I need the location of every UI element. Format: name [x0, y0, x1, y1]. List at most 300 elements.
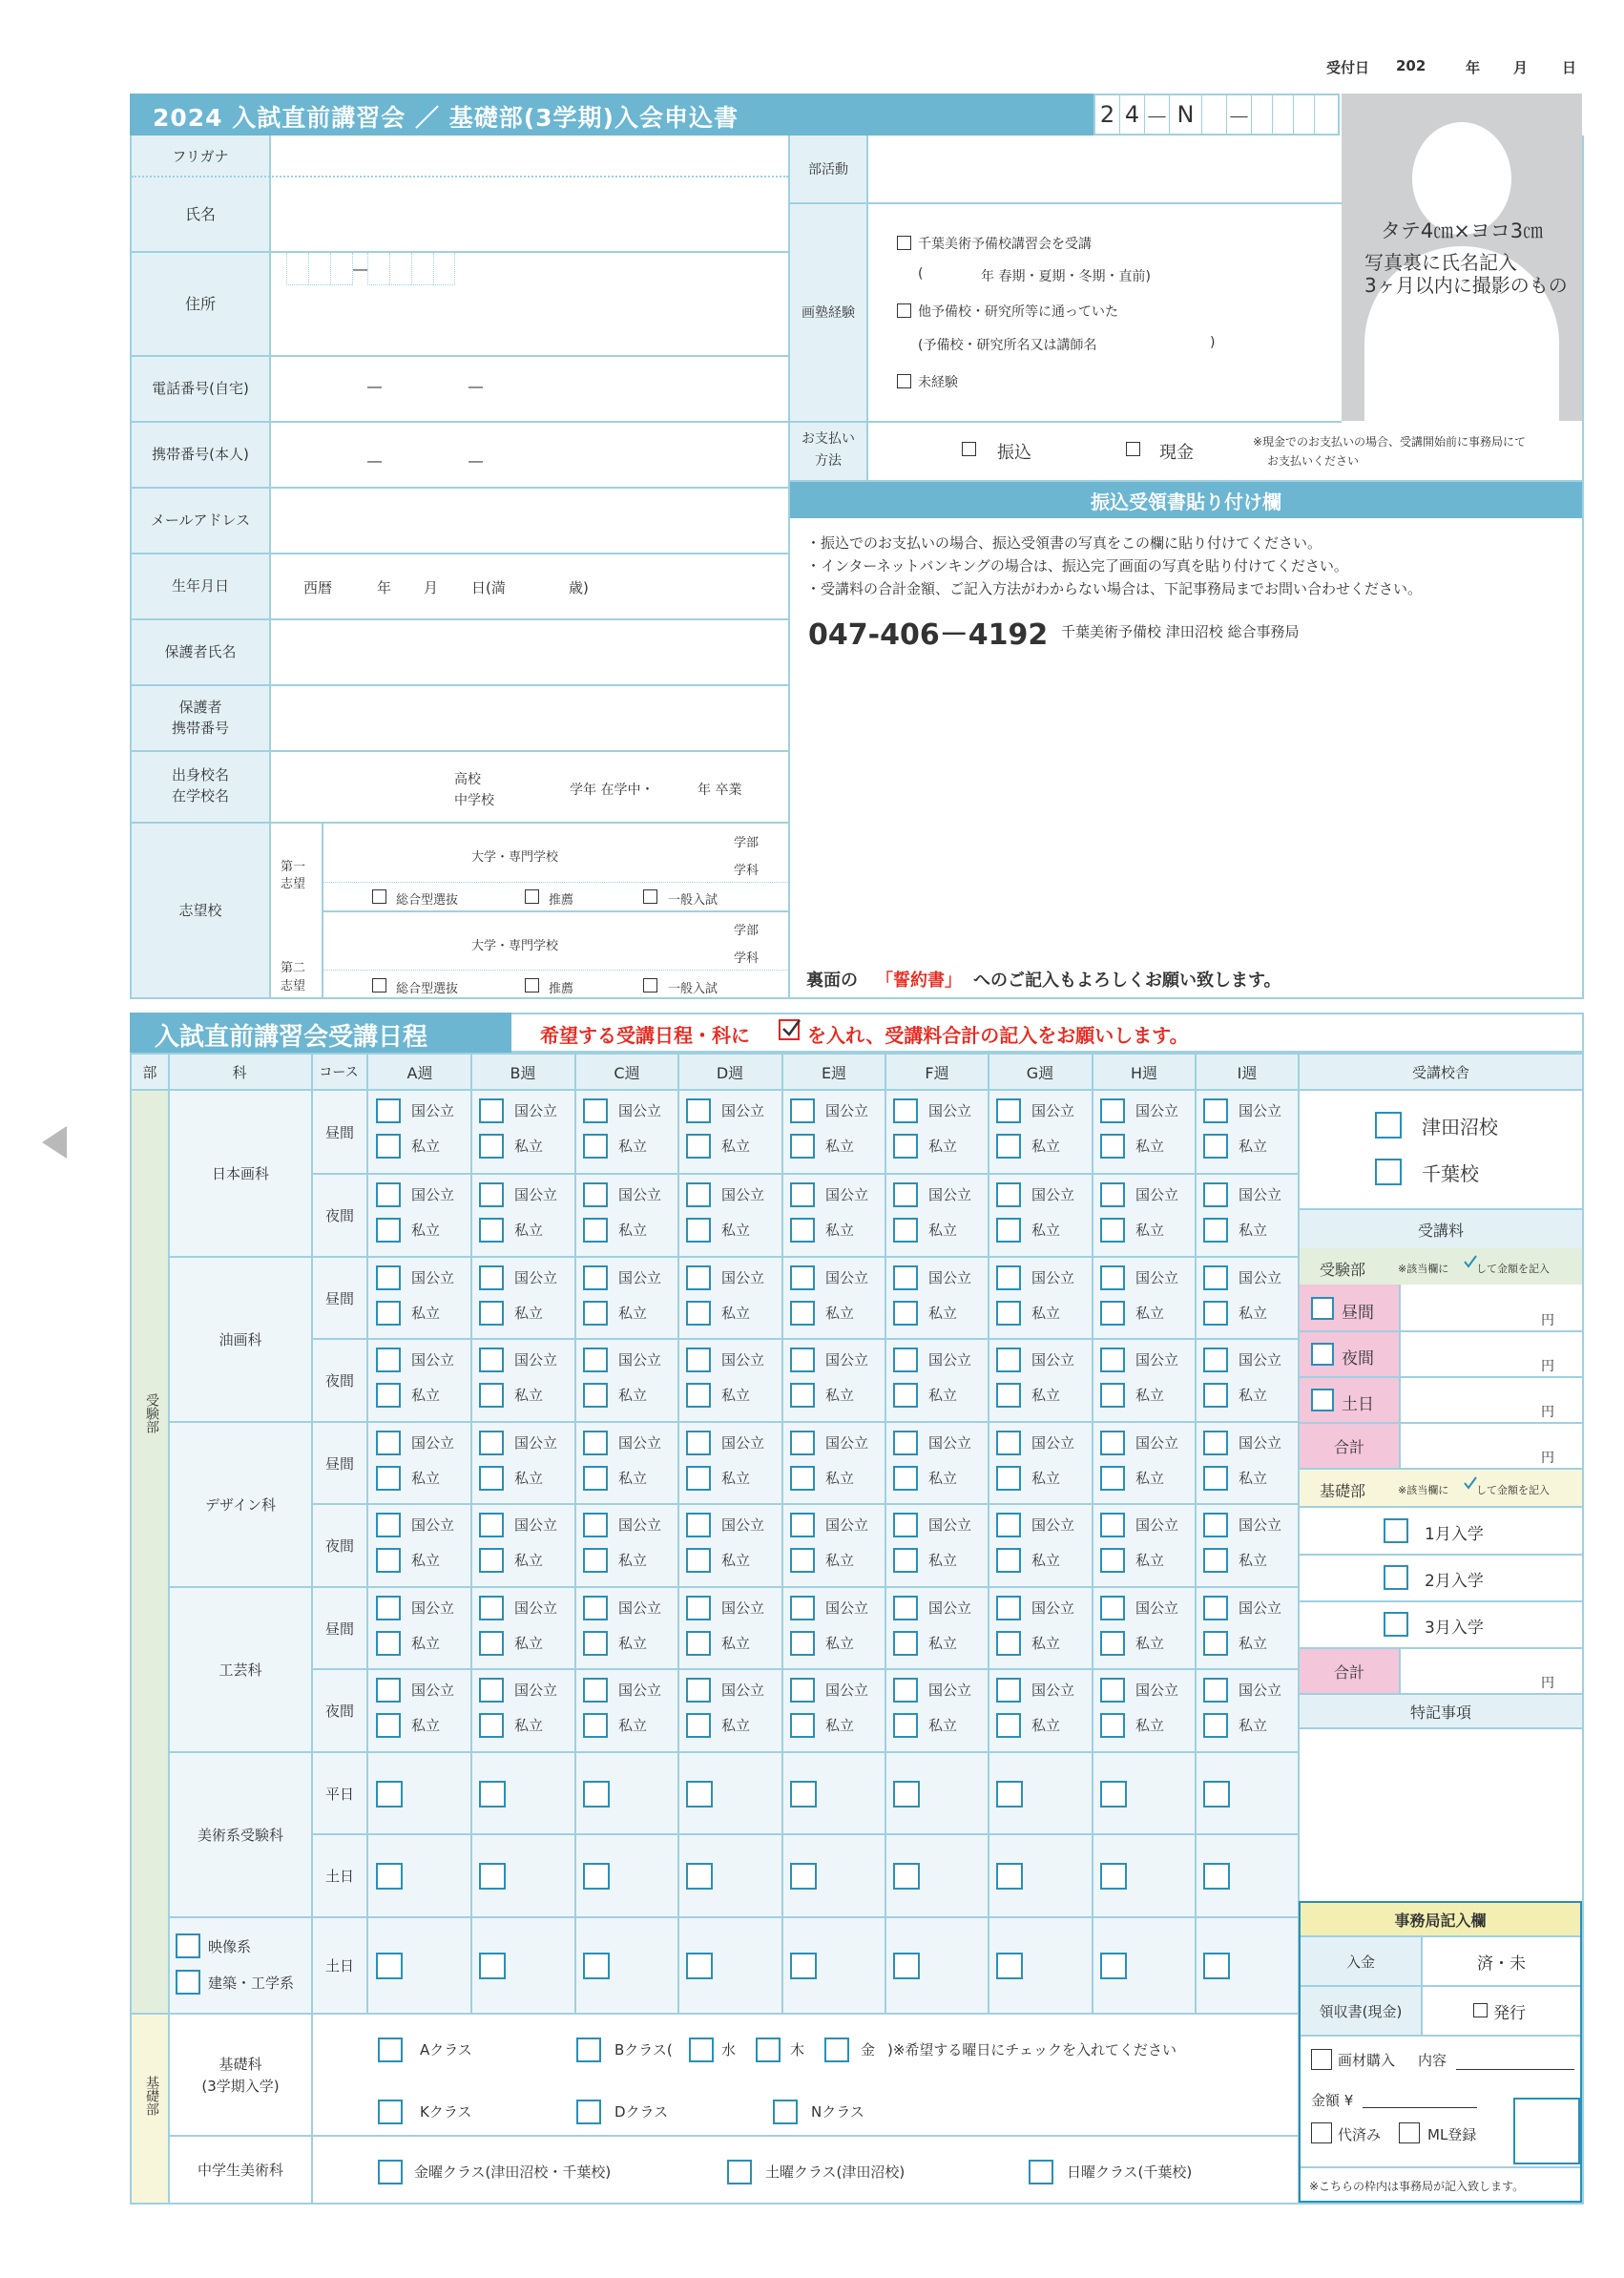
architecture-checkbox[interactable] — [176, 1970, 200, 1995]
public-checkbox[interactable] — [790, 1513, 815, 1537]
check-mark-icon — [1463, 1475, 1476, 1489]
private-checkbox[interactable] — [790, 1631, 815, 1656]
public-label: 国公立 — [1031, 1599, 1075, 1617]
postal-dash: ― — [352, 253, 367, 285]
public-checkbox[interactable] — [1203, 1182, 1228, 1207]
week-header: B週 — [510, 1063, 536, 1082]
private-checkbox[interactable] — [996, 1466, 1021, 1491]
fee-jan-checkbox[interactable] — [1384, 1518, 1408, 1543]
session-checkbox[interactable] — [686, 1953, 713, 1979]
private-checkbox[interactable] — [583, 1631, 608, 1656]
public-checkbox[interactable] — [583, 1431, 608, 1455]
public-label: 国公立 — [514, 1269, 558, 1286]
public-checkbox[interactable] — [996, 1098, 1021, 1123]
private-checkbox[interactable] — [790, 1713, 815, 1738]
public-checkbox[interactable] — [583, 1098, 608, 1123]
kiso-thu-label: 木 — [790, 2041, 805, 2059]
private-checkbox[interactable] — [583, 1713, 608, 1738]
public-label: 国公立 — [1135, 1269, 1179, 1286]
private-checkbox[interactable] — [686, 1713, 711, 1738]
private-checkbox[interactable] — [479, 1548, 504, 1573]
private-checkbox[interactable] — [686, 1383, 711, 1408]
session-checkbox[interactable] — [583, 1863, 610, 1890]
private-checkbox[interactable] — [583, 1301, 608, 1326]
fee-mar-checkbox[interactable] — [1384, 1612, 1408, 1637]
remarks-input[interactable] — [1300, 1729, 1582, 1901]
public-checkbox[interactable] — [376, 1513, 401, 1537]
public-checkbox[interactable] — [996, 1182, 1021, 1207]
office-content-label: 内容 — [1418, 2052, 1447, 2069]
session-label: 昼間 — [324, 1123, 354, 1141]
private-label: 私立 — [721, 1552, 751, 1569]
birth-era: 西暦 — [303, 579, 333, 596]
session-checkbox[interactable] — [996, 1863, 1023, 1890]
private-label: 私立 — [928, 1305, 958, 1322]
label-club: 部活動 — [808, 162, 848, 178]
session-checkbox[interactable] — [583, 1781, 610, 1808]
kiso-wed-checkbox[interactable] — [689, 2038, 714, 2062]
app-number-blank[interactable] — [1294, 95, 1315, 134]
kiso-a-label: Aクラス — [420, 2041, 472, 2059]
office-receipt-value: 発行 — [1493, 2004, 1526, 2023]
kiso-thu-checkbox[interactable] — [756, 2038, 781, 2062]
private-checkbox[interactable] — [1203, 1713, 1228, 1738]
public-label: 国公立 — [1239, 1516, 1282, 1534]
public-checkbox[interactable] — [686, 1098, 711, 1123]
public-checkbox[interactable] — [1203, 1513, 1228, 1537]
label-furigana: フリガナ — [172, 147, 229, 165]
check-mark-icon — [779, 1019, 800, 1040]
fee-weekend-checkbox[interactable] — [1311, 1389, 1334, 1411]
school-grade: 学年 在学中・ — [570, 783, 655, 798]
public-checkbox[interactable] — [1100, 1513, 1125, 1537]
private-label: 私立 — [618, 1222, 648, 1239]
private-checkbox[interactable] — [996, 1301, 1021, 1326]
fee-weekend-yen: 円 — [1541, 1405, 1554, 1420]
private-checkbox[interactable] — [686, 1631, 711, 1656]
fee-juken-note: して金額を記入 — [1476, 1263, 1550, 1275]
public-checkbox[interactable] — [1100, 1678, 1125, 1703]
app-number-letter: N — [1170, 95, 1202, 134]
private-checkbox[interactable] — [1100, 1134, 1125, 1159]
private-label: 私立 — [1135, 1387, 1165, 1404]
session-checkbox[interactable] — [686, 1781, 713, 1808]
private-label: 私立 — [1031, 1717, 1061, 1734]
fee-day-checkbox[interactable] — [1311, 1297, 1334, 1320]
aspiration2-dept: 学科 — [734, 951, 760, 966]
private-checkbox[interactable] — [790, 1134, 815, 1159]
art-school-other-sub: (予備校・研究所名又は講師名 — [918, 338, 1097, 353]
private-checkbox[interactable] — [893, 1218, 918, 1243]
private-checkbox[interactable] — [996, 1548, 1021, 1573]
public-label: 国公立 — [721, 1599, 765, 1617]
public-checkbox[interactable] — [893, 1678, 918, 1703]
public-label: 国公立 — [1135, 1434, 1179, 1452]
campus-tsudanuma-checkbox[interactable] — [1375, 1112, 1402, 1139]
private-checkbox[interactable] — [686, 1218, 711, 1243]
public-label: 国公立 — [1135, 1599, 1179, 1617]
private-checkbox[interactable] — [893, 1134, 918, 1159]
kiso-b-note: )※希望する曜日にチェックを入れてください — [887, 2041, 1176, 2059]
private-checkbox[interactable] — [790, 1218, 815, 1243]
payment-transfer-checkbox[interactable] — [962, 442, 976, 456]
office-stamp-box[interactable] — [1513, 2098, 1580, 2164]
private-label: 私立 — [514, 1305, 544, 1322]
private-checkbox[interactable] — [1203, 1218, 1228, 1243]
private-checkbox[interactable] — [583, 1548, 608, 1573]
public-checkbox[interactable] — [1203, 1678, 1228, 1703]
public-checkbox[interactable] — [686, 1348, 711, 1372]
public-checkbox[interactable] — [893, 1596, 918, 1620]
public-checkbox[interactable] — [893, 1182, 918, 1207]
private-checkbox[interactable] — [996, 1383, 1021, 1408]
public-checkbox[interactable] — [376, 1596, 401, 1620]
private-checkbox[interactable] — [376, 1466, 401, 1491]
middle-sat-label: 土曜クラス(津田沼校) — [765, 2163, 906, 2181]
label-school: 出身校名 — [171, 765, 229, 784]
private-checkbox[interactable] — [686, 1134, 711, 1159]
furigana-input[interactable] — [271, 136, 788, 176]
private-checkbox[interactable] — [1100, 1548, 1125, 1573]
public-checkbox[interactable] — [893, 1431, 918, 1455]
public-checkbox[interactable] — [376, 1265, 401, 1290]
private-label: 私立 — [928, 1717, 958, 1734]
aspiration2-ao-checkbox[interactable] — [372, 978, 386, 993]
video-checkbox[interactable] — [176, 1933, 200, 1958]
session-checkbox[interactable] — [1203, 1953, 1230, 1979]
session-checkbox[interactable] — [893, 1781, 920, 1808]
public-label: 国公立 — [1031, 1351, 1075, 1369]
public-checkbox[interactable] — [1100, 1348, 1125, 1372]
public-label: 国公立 — [1135, 1682, 1179, 1699]
private-checkbox[interactable] — [479, 1466, 504, 1491]
office-paid-checkbox[interactable] — [1311, 2122, 1332, 2143]
header-bu: 部 — [142, 1063, 157, 1081]
public-checkbox[interactable] — [1100, 1596, 1125, 1620]
public-checkbox[interactable] — [1203, 1431, 1228, 1455]
private-checkbox[interactable] — [583, 1134, 608, 1159]
private-checkbox[interactable] — [893, 1631, 918, 1656]
app-number-blank[interactable] — [1273, 95, 1294, 134]
public-checkbox[interactable] — [996, 1265, 1021, 1290]
public-checkbox[interactable] — [479, 1265, 504, 1290]
school-grad: 年 卒業 — [697, 783, 742, 798]
public-checkbox[interactable] — [686, 1596, 711, 1620]
aspiration1-general-checkbox[interactable] — [643, 889, 657, 904]
session-checkbox[interactable] — [479, 1953, 506, 1979]
public-checkbox[interactable] — [583, 1182, 608, 1207]
payment-cash-checkbox[interactable] — [1126, 442, 1140, 456]
app-number-digit: 4 — [1120, 95, 1145, 134]
aspiration1-univ: 大学・専門学校 — [471, 850, 559, 865]
office-content-input[interactable] — [1456, 2069, 1574, 2070]
private-checkbox[interactable] — [686, 1548, 711, 1573]
public-checkbox[interactable] — [376, 1348, 401, 1372]
session-checkbox[interactable] — [790, 1953, 817, 1979]
session-checkbox[interactable] — [479, 1781, 506, 1808]
session-checkbox[interactable] — [790, 1781, 817, 1808]
session-checkbox[interactable] — [893, 1863, 920, 1890]
kiso-n-checkbox[interactable] — [773, 2100, 798, 2124]
session-checkbox[interactable] — [790, 1863, 817, 1890]
private-checkbox[interactable] — [1203, 1134, 1228, 1159]
app-number-blank[interactable] — [1252, 95, 1273, 134]
private-checkbox[interactable] — [1203, 1548, 1228, 1573]
public-checkbox[interactable] — [996, 1513, 1021, 1537]
office-payment-label: 入金 — [1345, 1953, 1375, 1971]
session-checkbox[interactable] — [376, 1781, 403, 1808]
office-header: 事務局記入欄 — [1394, 1911, 1487, 1930]
private-label: 私立 — [1031, 1305, 1061, 1322]
public-checkbox[interactable] — [790, 1182, 815, 1207]
private-label: 私立 — [411, 1470, 441, 1487]
aspiration1-general-label: 一般入試 — [668, 893, 718, 908]
private-checkbox[interactable] — [1203, 1301, 1228, 1326]
private-checkbox[interactable] — [1203, 1466, 1228, 1491]
campus-chiba-checkbox[interactable] — [1375, 1159, 1402, 1185]
private-checkbox[interactable] — [583, 1383, 608, 1408]
private-checkbox[interactable] — [686, 1301, 711, 1326]
private-checkbox[interactable] — [996, 1218, 1021, 1243]
private-checkbox[interactable] — [1100, 1218, 1125, 1243]
private-checkbox[interactable] — [1203, 1631, 1228, 1656]
session-checkbox[interactable] — [479, 1863, 506, 1890]
label-aspiration: 志望校 — [178, 901, 222, 919]
middle-fri-checkbox[interactable] — [378, 2160, 403, 2184]
private-checkbox[interactable] — [1100, 1466, 1125, 1491]
private-checkbox[interactable] — [790, 1548, 815, 1573]
transfer-header: 振込受領書貼り付け欄 — [1091, 490, 1281, 513]
app-number-blank[interactable] — [1315, 95, 1336, 134]
aspiration2-general-checkbox[interactable] — [643, 978, 657, 993]
private-label: 私立 — [1031, 1470, 1061, 1487]
public-checkbox[interactable] — [1203, 1098, 1228, 1123]
private-checkbox[interactable] — [479, 1134, 504, 1159]
office-amount-input[interactable] — [1363, 2107, 1477, 2108]
private-checkbox[interactable] — [893, 1466, 918, 1491]
public-checkbox[interactable] — [893, 1513, 918, 1537]
private-checkbox[interactable] — [376, 1218, 401, 1243]
private-label: 私立 — [411, 1305, 441, 1322]
middle-sun-checkbox[interactable] — [1029, 2160, 1053, 2184]
private-checkbox[interactable] — [583, 1466, 608, 1491]
public-label: 国公立 — [1031, 1269, 1075, 1286]
public-checkbox[interactable] — [376, 1098, 401, 1123]
session-checkbox[interactable] — [376, 1863, 403, 1890]
school-high: 高校 — [454, 772, 481, 787]
private-checkbox[interactable] — [996, 1713, 1021, 1738]
public-checkbox[interactable] — [686, 1431, 711, 1455]
kiso-d-checkbox[interactable] — [576, 2100, 601, 2124]
public-label: 国公立 — [514, 1351, 558, 1369]
middle-sat-checkbox[interactable] — [727, 2160, 752, 2184]
office-phone: 047-406－4192 — [808, 618, 1049, 652]
public-checkbox[interactable] — [790, 1348, 815, 1372]
public-checkbox[interactable] — [1100, 1098, 1125, 1123]
aspiration1-recommend-checkbox[interactable] — [525, 889, 539, 904]
public-checkbox[interactable] — [479, 1182, 504, 1207]
private-checkbox[interactable] — [790, 1466, 815, 1491]
public-label: 国公立 — [1239, 1186, 1282, 1203]
art-school-other-checkbox[interactable] — [897, 303, 911, 318]
session-checkbox[interactable] — [1203, 1863, 1230, 1890]
payment-cash-label: 現金 — [1159, 443, 1194, 463]
private-checkbox[interactable] — [1100, 1301, 1125, 1326]
public-label: 国公立 — [1239, 1682, 1282, 1699]
session-checkbox[interactable] — [376, 1953, 403, 1979]
session-checkbox[interactable] — [996, 1781, 1023, 1808]
private-checkbox[interactable] — [1100, 1383, 1125, 1408]
public-checkbox[interactable] — [893, 1348, 918, 1372]
session-checkbox[interactable] — [1203, 1781, 1230, 1808]
private-checkbox[interactable] — [893, 1548, 918, 1573]
private-checkbox[interactable] — [1203, 1383, 1228, 1408]
session-label: 昼間 — [324, 1454, 354, 1473]
private-checkbox[interactable] — [1100, 1631, 1125, 1656]
session-checkbox[interactable] — [1100, 1781, 1127, 1808]
public-checkbox[interactable] — [583, 1513, 608, 1537]
session-checkbox[interactable] — [1100, 1863, 1127, 1890]
session-checkbox[interactable] — [996, 1953, 1023, 1979]
art-school-none-checkbox[interactable] — [897, 374, 911, 388]
public-checkbox[interactable] — [790, 1265, 815, 1290]
private-checkbox[interactable] — [479, 1631, 504, 1656]
fee-kiso-label: 基礎部 — [1320, 1482, 1366, 1500]
private-checkbox[interactable] — [686, 1466, 711, 1491]
public-checkbox[interactable] — [1100, 1182, 1125, 1207]
fee-night-checkbox[interactable] — [1311, 1343, 1334, 1366]
fee-night-yen: 円 — [1541, 1359, 1554, 1374]
private-checkbox[interactable] — [996, 1134, 1021, 1159]
fee-feb-checkbox[interactable] — [1384, 1565, 1408, 1590]
public-checkbox[interactable] — [893, 1265, 918, 1290]
public-checkbox[interactable] — [583, 1348, 608, 1372]
public-checkbox[interactable] — [479, 1348, 504, 1372]
public-checkbox[interactable] — [893, 1098, 918, 1123]
art-school-chiba-checkbox[interactable] — [897, 236, 911, 250]
private-checkbox[interactable] — [479, 1713, 504, 1738]
public-checkbox[interactable] — [479, 1431, 504, 1455]
private-checkbox[interactable] — [376, 1134, 401, 1159]
public-checkbox[interactable] — [1203, 1596, 1228, 1620]
session-checkbox[interactable] — [893, 1953, 920, 1979]
fee-kiso-note: して金額を記入 — [1476, 1484, 1550, 1496]
private-checkbox[interactable] — [790, 1301, 815, 1326]
private-checkbox[interactable] — [790, 1383, 815, 1408]
private-label: 私立 — [411, 1717, 441, 1734]
kiso-b-checkbox[interactable] — [576, 2038, 601, 2062]
public-checkbox[interactable] — [686, 1513, 711, 1537]
private-checkbox[interactable] — [479, 1383, 504, 1408]
check-mark-icon — [1463, 1254, 1476, 1267]
private-checkbox[interactable] — [376, 1383, 401, 1408]
aspiration2-recommend-checkbox[interactable] — [525, 978, 539, 993]
private-label: 私立 — [618, 1305, 648, 1322]
private-checkbox[interactable] — [376, 1301, 401, 1326]
private-checkbox[interactable] — [893, 1383, 918, 1408]
public-checkbox[interactable] — [790, 1098, 815, 1123]
private-checkbox[interactable] — [996, 1631, 1021, 1656]
public-checkbox[interactable] — [996, 1678, 1021, 1703]
private-checkbox[interactable] — [583, 1218, 608, 1243]
public-checkbox[interactable] — [479, 1596, 504, 1620]
public-checkbox[interactable] — [686, 1182, 711, 1207]
public-label: 国公立 — [928, 1516, 972, 1534]
name-input[interactable] — [271, 178, 788, 251]
phone-home-dash: ― — [468, 378, 483, 395]
subject-kogei: 工芸科 — [219, 1661, 262, 1679]
app-number-blank[interactable] — [1202, 95, 1227, 134]
label-school: 在学校名 — [171, 786, 229, 805]
private-label: 私立 — [618, 1552, 648, 1569]
private-label: 私立 — [1135, 1222, 1165, 1239]
office-material-checkbox[interactable] — [1311, 2049, 1332, 2070]
video-label: 映像系 — [208, 1938, 252, 1955]
public-checkbox[interactable] — [790, 1431, 815, 1455]
private-checkbox[interactable] — [376, 1713, 401, 1738]
private-checkbox[interactable] — [893, 1301, 918, 1326]
public-checkbox[interactable] — [479, 1098, 504, 1123]
photo-note: 3ヶ月以内に撮影のもの — [1364, 274, 1568, 297]
school-middle: 中学校 — [454, 793, 494, 808]
private-label: 私立 — [618, 1470, 648, 1487]
public-checkbox[interactable] — [1203, 1348, 1228, 1372]
public-checkbox[interactable] — [996, 1596, 1021, 1620]
public-checkbox[interactable] — [996, 1431, 1021, 1455]
public-checkbox[interactable] — [686, 1265, 711, 1290]
public-checkbox[interactable] — [479, 1678, 504, 1703]
club-input[interactable] — [868, 136, 1342, 202]
office-receipt-checkbox[interactable] — [1473, 2003, 1488, 2017]
public-checkbox[interactable] — [1203, 1265, 1228, 1290]
kiso-k-checkbox[interactable] — [378, 2100, 403, 2124]
public-checkbox[interactable] — [479, 1513, 504, 1537]
public-checkbox[interactable] — [376, 1431, 401, 1455]
public-checkbox[interactable] — [376, 1182, 401, 1207]
session-checkbox[interactable] — [583, 1953, 610, 1979]
session-checkbox[interactable] — [686, 1863, 713, 1890]
public-checkbox[interactable] — [790, 1678, 815, 1703]
public-checkbox[interactable] — [996, 1348, 1021, 1372]
public-checkbox[interactable] — [686, 1678, 711, 1703]
triangle-left-icon — [42, 1126, 67, 1159]
kiso-a-checkbox[interactable] — [378, 2038, 403, 2062]
private-label: 私立 — [514, 1222, 544, 1239]
aspiration1-ao-checkbox[interactable] — [372, 889, 386, 904]
public-checkbox[interactable] — [376, 1678, 401, 1703]
office-ml-checkbox[interactable] — [1399, 2122, 1420, 2143]
postal-code-boxes[interactable] — [286, 253, 456, 285]
public-checkbox[interactable] — [583, 1596, 608, 1620]
private-checkbox[interactable] — [376, 1548, 401, 1573]
public-checkbox[interactable] — [583, 1678, 608, 1703]
public-checkbox[interactable] — [583, 1265, 608, 1290]
public-checkbox[interactable] — [1100, 1265, 1125, 1290]
private-checkbox[interactable] — [1100, 1713, 1125, 1738]
session-checkbox[interactable] — [1100, 1953, 1127, 1979]
public-checkbox[interactable] — [1100, 1431, 1125, 1455]
private-checkbox[interactable] — [479, 1301, 504, 1326]
private-checkbox[interactable] — [893, 1713, 918, 1738]
public-label: 国公立 — [411, 1516, 455, 1534]
private-label: 私立 — [721, 1717, 751, 1734]
private-checkbox[interactable] — [479, 1218, 504, 1243]
receipt-year-prefix: 202 — [1396, 57, 1426, 74]
kiso-fri-checkbox[interactable] — [824, 2038, 849, 2062]
private-checkbox[interactable] — [376, 1631, 401, 1656]
private-label: 私立 — [1031, 1222, 1061, 1239]
public-checkbox[interactable] — [790, 1596, 815, 1620]
